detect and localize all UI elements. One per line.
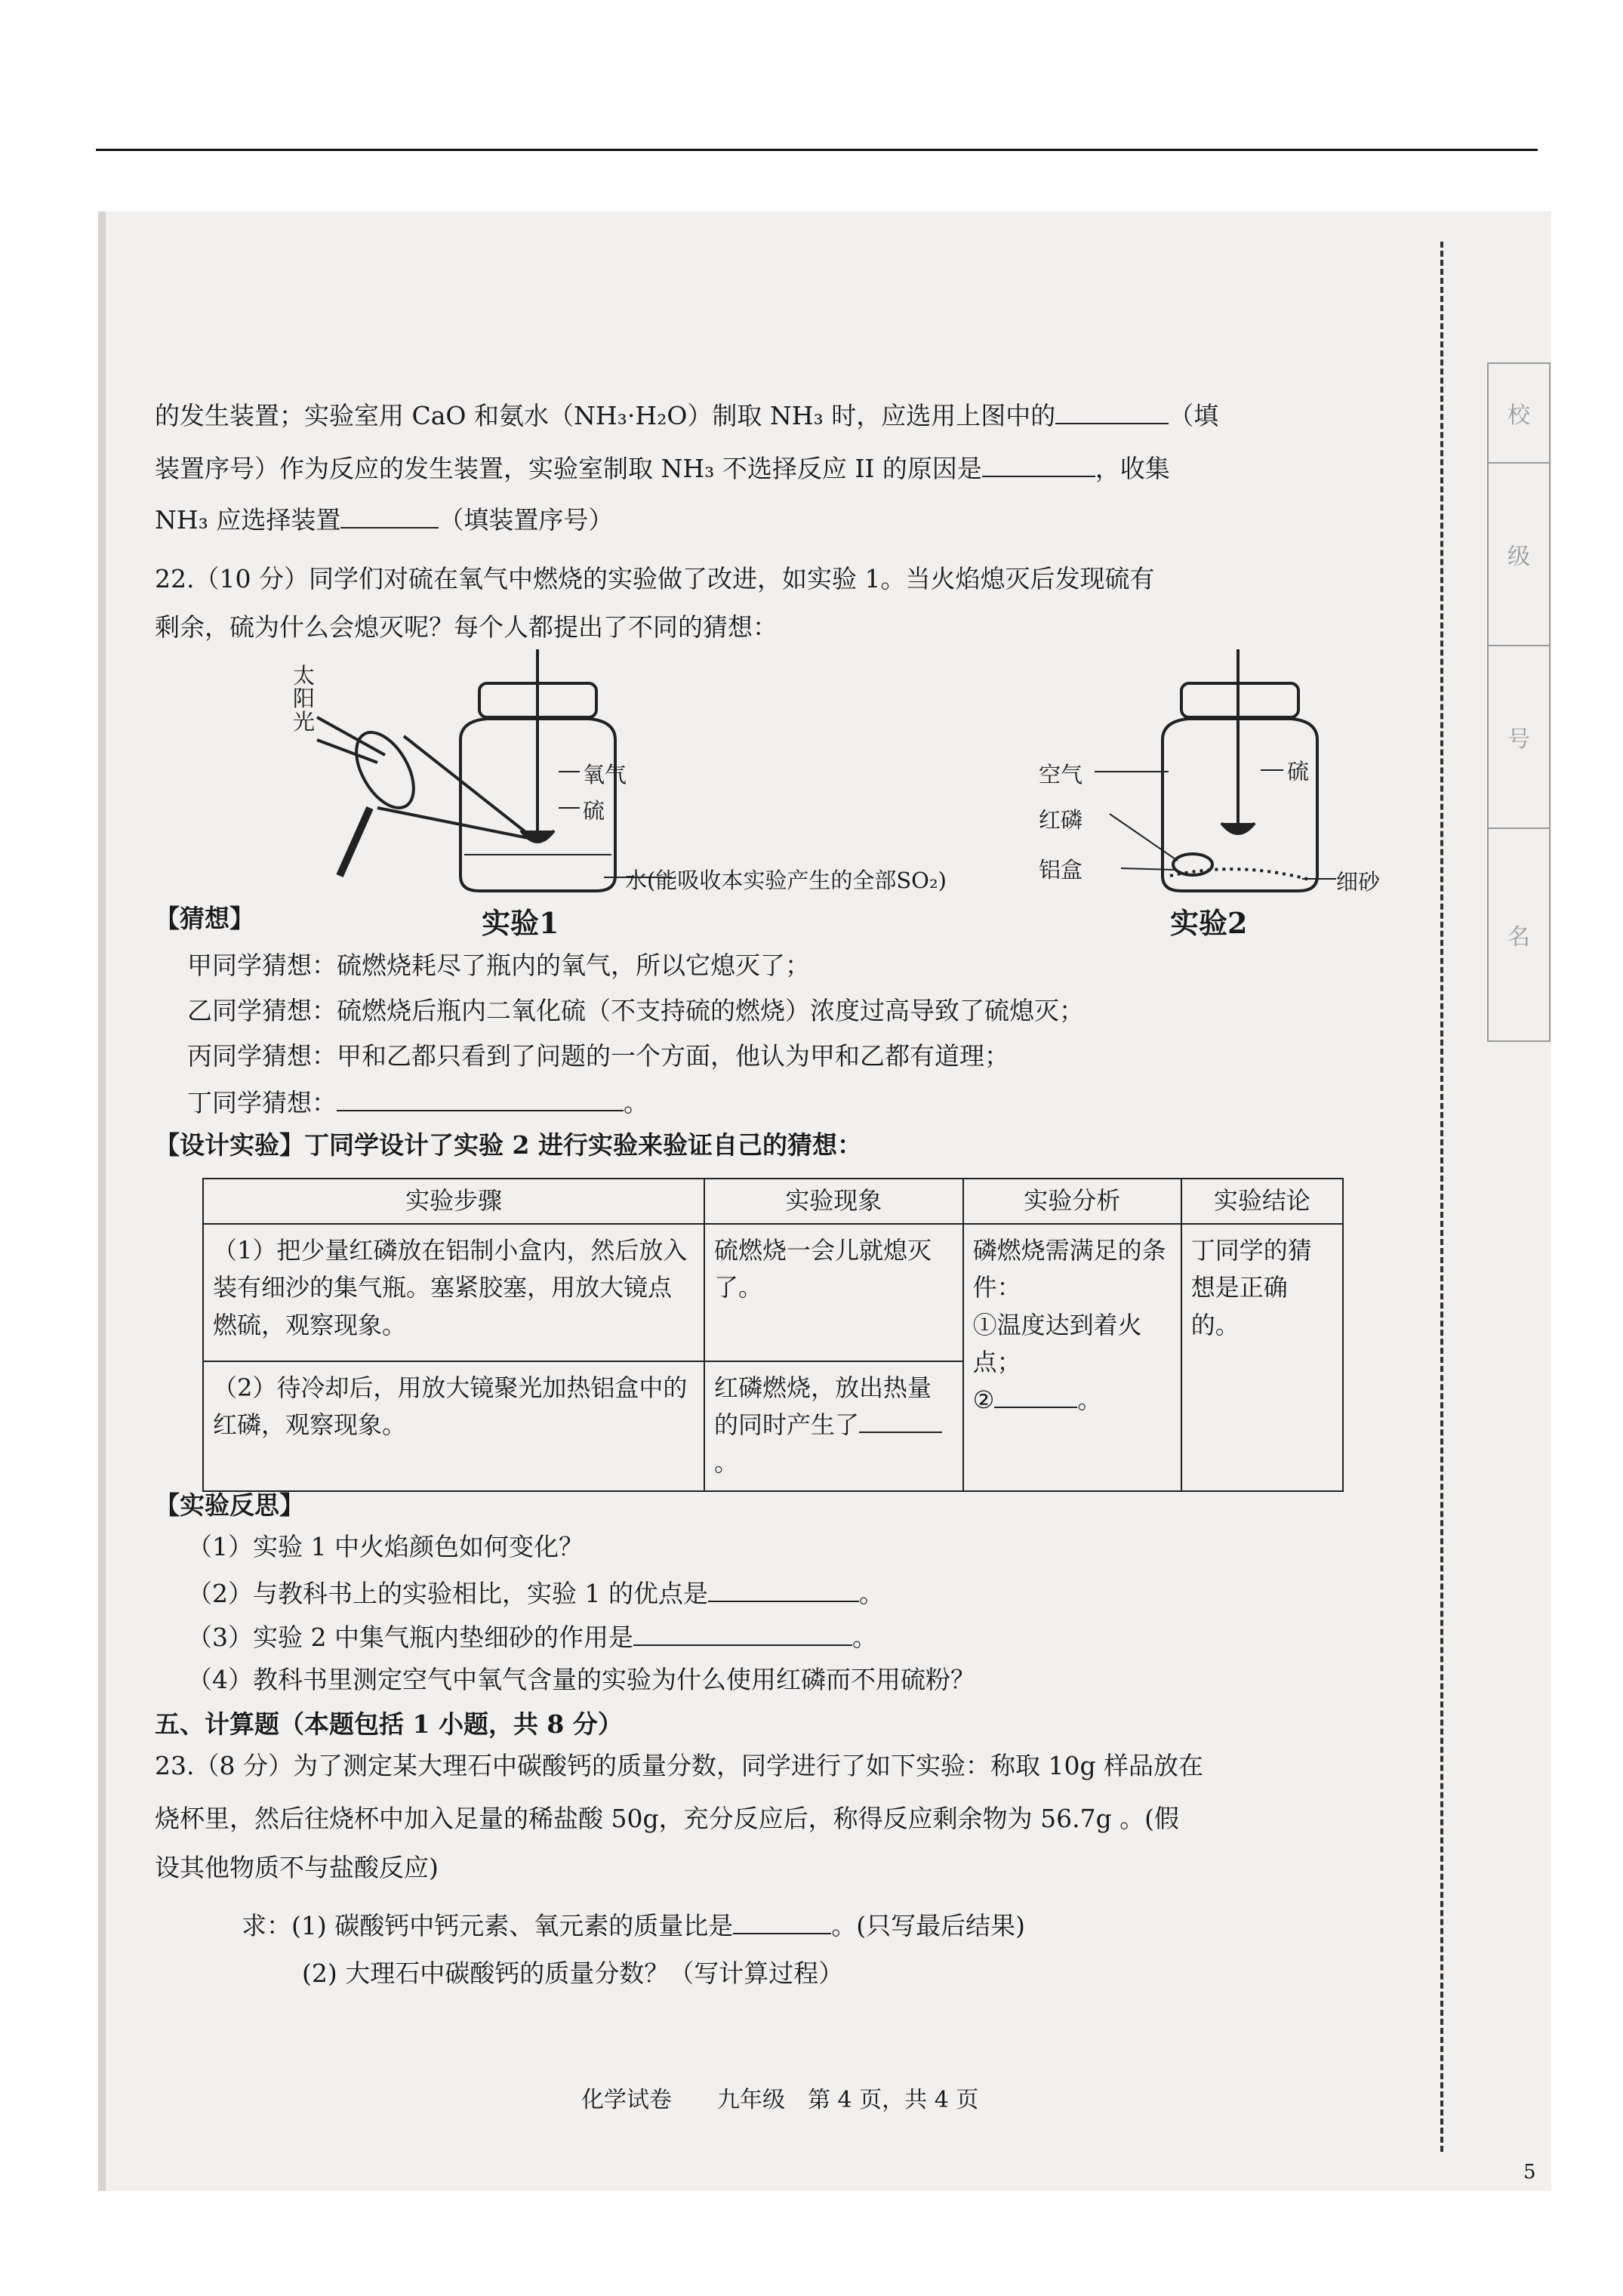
caption-exp2: 实验2 [1170, 906, 1248, 940]
label-sun: 太阳光 [293, 663, 316, 735]
answer-blank[interactable] [733, 1910, 831, 1934]
label-sulfur-2: 硫 [1287, 759, 1310, 784]
table-cell-step-2: （2）待冷却后，用放大镜聚光加热铝盒中的红磷，观察现象。 [203, 1361, 704, 1491]
q22-line-1: 22.（10 分）同学们对硫在氧气中燃烧的实验做了改进，如实验 1。当火焰熄灭后发现硫有 [155, 564, 1155, 593]
scan-edge-shadow [98, 211, 106, 2191]
design-heading: 【设计实验】丁同学设计了实验 2 进行实验来验证自己的猜想： [155, 1130, 862, 1160]
scanned-exam-page [98, 211, 1551, 2191]
answer-blank[interactable] [708, 1578, 859, 1602]
label-air: 空气 [1039, 762, 1083, 787]
label-al-box: 铝盒 [1039, 857, 1083, 883]
footer: 化学试卷 九年级 第 4 页，共 4 页 [581, 2087, 979, 2113]
answer-blank[interactable] [337, 1087, 624, 1111]
label-water: 水(能吸收本实验产生的全部SO₂) [625, 868, 947, 893]
table-header: 实验分析 [963, 1179, 1181, 1224]
table-cell-conclusion: 丁同学的猜想是正确的。 [1181, 1224, 1343, 1491]
guess-heading: 【猜想】 [155, 904, 254, 933]
guess-bing: 丙同学猜想：甲和乙都只看到了问题的一个方面，他认为甲和乙都有道理； [187, 1041, 1009, 1071]
table-cell-step-1: （1）把少量红磷放在铝制小盒内，然后放入装有细沙的集气瓶。塞紧胶塞，用放大镜点燃硫，观察现象。 [203, 1224, 704, 1361]
label-sulfur: 硫 [583, 798, 605, 824]
answer-blank[interactable] [633, 1622, 852, 1646]
table-header-row [203, 1179, 1343, 1224]
side-label-school: 校 [1487, 362, 1551, 464]
q21-line-1: 的发生装置；实验室用 CaO 和氨水（NH₃·H₂O）制取 NH₃ 时，应选用上图中的 （填 [155, 401, 1219, 430]
guess-yi: 乙同学猜想：硫燃烧后瓶内二氧化硫（不支持硫的燃烧）浓度过高导致了硫熄灭； [187, 996, 1084, 1025]
q23-ask-1: 求：(1) 碳酸钙中钙元素、氧元素的质量比是 。(只写最后结果) [242, 1911, 1025, 1940]
side-label-number: 号 [1487, 645, 1551, 829]
table-header: 实验步骤 [203, 1179, 704, 1224]
answer-blank[interactable] [340, 504, 439, 529]
table-row [203, 1224, 1343, 1361]
page-number: 5 [1523, 2161, 1536, 2184]
table-cell-analysis: 磷燃烧需满足的条件： ①温度达到着火点； ② 。 [963, 1224, 1181, 1491]
reflection-q4: （4）教科书里测定空气中氧气含量的实验为什么使用红磷而不用硫粉？ [187, 1665, 975, 1694]
top-rule [96, 149, 1538, 151]
q23-line-1: 23.（8 分）为了测定某大理石中碳酸钙的质量分数，同学进行了如下实验：称取 10g 样品放在 [155, 1751, 1204, 1780]
table-cell-phenomenon-2: 红磷燃烧，放出热量的同时产生了。 [704, 1361, 963, 1491]
answer-blank[interactable] [994, 1384, 1077, 1408]
q23-line-3: 设其他物质不与盐酸反应) [155, 1853, 439, 1882]
q21-line-3: NH₃ 应选择装置 （填装置序号） [155, 505, 614, 535]
reflection-q2: （2）与教科书上的实验相比，实验 1 的优点是 。 [187, 1579, 884, 1608]
q21-line-2: 装置序号）作为反应的发生装置，实验室制取 NH₃ 不选择反应 II 的原因是 ，收集 [155, 454, 1170, 483]
caption-exp1: 实验1 [482, 906, 559, 940]
binding-info-grid [1381, 362, 1551, 1042]
side-label-class: 级 [1487, 462, 1551, 646]
label-red-phosphorus: 红磷 [1039, 807, 1083, 833]
q23-ask-2: (2) 大理石中碳酸钙的质量分数？（写计算过程） [302, 1959, 844, 1988]
guess-ding: 丁同学猜想： 。 [187, 1088, 648, 1117]
table-cell-phenomenon-1: 硫燃烧一会儿就熄灭了。 [704, 1224, 963, 1361]
table-header: 实验结论 [1181, 1179, 1343, 1224]
answer-blank[interactable] [982, 453, 1095, 477]
table-header: 实验现象 [704, 1179, 963, 1224]
section5-title: 五、计算题（本题包括 1 小题，共 8 分） [155, 1709, 623, 1739]
label-oxygen: 氧气 [583, 762, 627, 787]
side-label-name: 名 [1487, 827, 1551, 1042]
q23-line-2: 烧杯里，然后往烧杯中加入足量的稀盐酸 50g，充分反应后，称得反应剩余物为 56.7g 。(假 [155, 1804, 1180, 1833]
reflection-q1: （1）实验 1 中火焰颜色如何变化？ [187, 1532, 584, 1561]
label-sand: 细砂 [1336, 869, 1381, 895]
answer-blank[interactable] [1055, 400, 1169, 424]
experiment-table [202, 1178, 1344, 1492]
q22-line-2: 剩余，硫为什么会熄灭呢？每个人都提出了不同的猜想： [155, 612, 778, 642]
guess-jia: 甲同学猜想：硫燃烧耗尽了瓶内的氧气，所以它熄灭了； [187, 951, 810, 980]
answer-blank[interactable] [859, 1409, 942, 1433]
reflection-heading: 【实验反思】 [155, 1490, 304, 1520]
reflection-q3: （3）实验 2 中集气瓶内垫细砂的作用是 。 [187, 1623, 877, 1652]
